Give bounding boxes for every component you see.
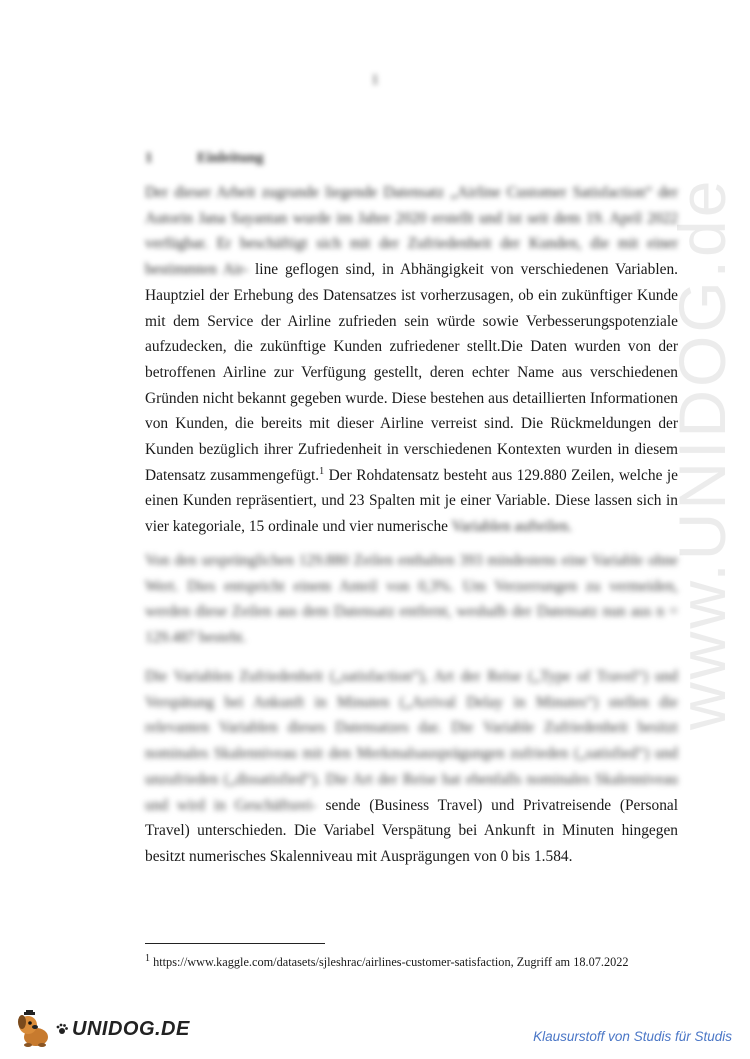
footnote-divider: [145, 943, 325, 944]
watermark-text: www.UNIDOG.de: [665, 177, 739, 730]
body-text: sende (Business Travel) und Privatreisende (Personal Travel) unterschieden. Die Variabel Verspätung bei Ankunft in Minuten hingegen besitzt numerisches Skalenniveau mit Ausprägungen von 0 bis 1.584.: [145, 796, 679, 865]
blurred-text-tail: Variablen aufteilen.: [451, 518, 573, 536]
body-text-continued: Der Rohdatensatz besteht aus 129.880 Zeilen, welche je einen Kunden repräsentiert, und 23 Spalten mit je einer Variable. Diese lassen sich in vier kategoriale, 15 ordinale und vier numerische: [145, 466, 678, 536]
section-heading: [145, 150, 264, 167]
section-number: 1: [145, 150, 153, 166]
blurred-text: Von den ursprünglichen 129.880 Zeilen enthalten 393 mindestens eine Variable ohne Wert. Dies entspricht einem Anteil von 0,3%. Um Verzerrungen zu vermeiden, werden diese Zeilen aus dem Datensatz entfernt, weshalb der Datensatz nun aus n = 129.487 besteht.: [145, 552, 678, 647]
blurred-text: Die Variablen Zufriedenheit („satisfaction“), Art der Reise („Type of Travel“) und Verspätung bei Ankunft in Minuten („Arrival Delay in Minutes“) stellen die relevanten Variablen dieses Datensatzes dar. Die Variable Zufriedenheit besitzt nominales Skalenniveau mit den Merkmalsausprägungen zufrieden („satisfied“) und unzufrieden („dissatisfied“). Die Art der Reise hat ebenfalls nominales Skalenniveau und wird in Geschäftsrei-: [145, 668, 678, 814]
page-number: 1: [371, 72, 379, 88]
blurred-text: Der dieser Arbeit zugrunde liegende Datensatz „Airline Customer Satisfaction“ der Autorin Jana Sayantan wurde im Jahre 2020 erstellt und ist seit dem 19. April 2022 verfügbar. Er beschäftigt sich mit der Zufriedenheit der Kunden, die mit einer bestimmten Air-: [145, 184, 678, 279]
dog-mascot-icon: [14, 1010, 54, 1048]
unidog-logo: [14, 1010, 190, 1048]
tagline: Klausurstoff von Studis für Studis: [533, 1029, 732, 1044]
section-title: Einleitung: [197, 150, 264, 166]
footnote: [145, 952, 629, 970]
logo-wordmark: UNIDOG.DE: [72, 1017, 190, 1040]
paw-icon: [56, 1023, 68, 1035]
footnote-number: 1: [145, 952, 150, 964]
body-text: line geflogen sind, in Abhängigkeit von verschiedenen Variablen. Hauptziel der Erhebung des Datensatzes ist vorherzusagen, ob ein zukünftiger Kunde mit dem Service der Airline zufrieden sein würde sowie Verbesserungspotenziale aufzudecken, die zukünftige Kunden zufriedener stellt.Die Daten wurden von der betroffenen Airline zur Verfügung gestellt, deren echter Name aus verschiedenen Gründen nicht bekannt gegeben wurde. Diese bestehen aus detaillierten Informationen von Kunden, die bereits mit dieser Airline verreist sind. Die Rückmeldungen der Kunden bezüglich ihrer Zufriedenheit in verschiedenen Kontexten wurden in diesem Datensatz zusammengefügt.: [145, 261, 678, 484]
paragraph-2: [145, 548, 678, 651]
footnote-text: https://www.kaggle.com/datasets/sjleshrac/airlines-customer-satisfaction, Zugriff am 18.07.2022: [150, 955, 629, 969]
footnote-marker: 1: [319, 465, 325, 477]
paragraph-1: [145, 180, 678, 540]
paragraph-3: [145, 664, 678, 870]
